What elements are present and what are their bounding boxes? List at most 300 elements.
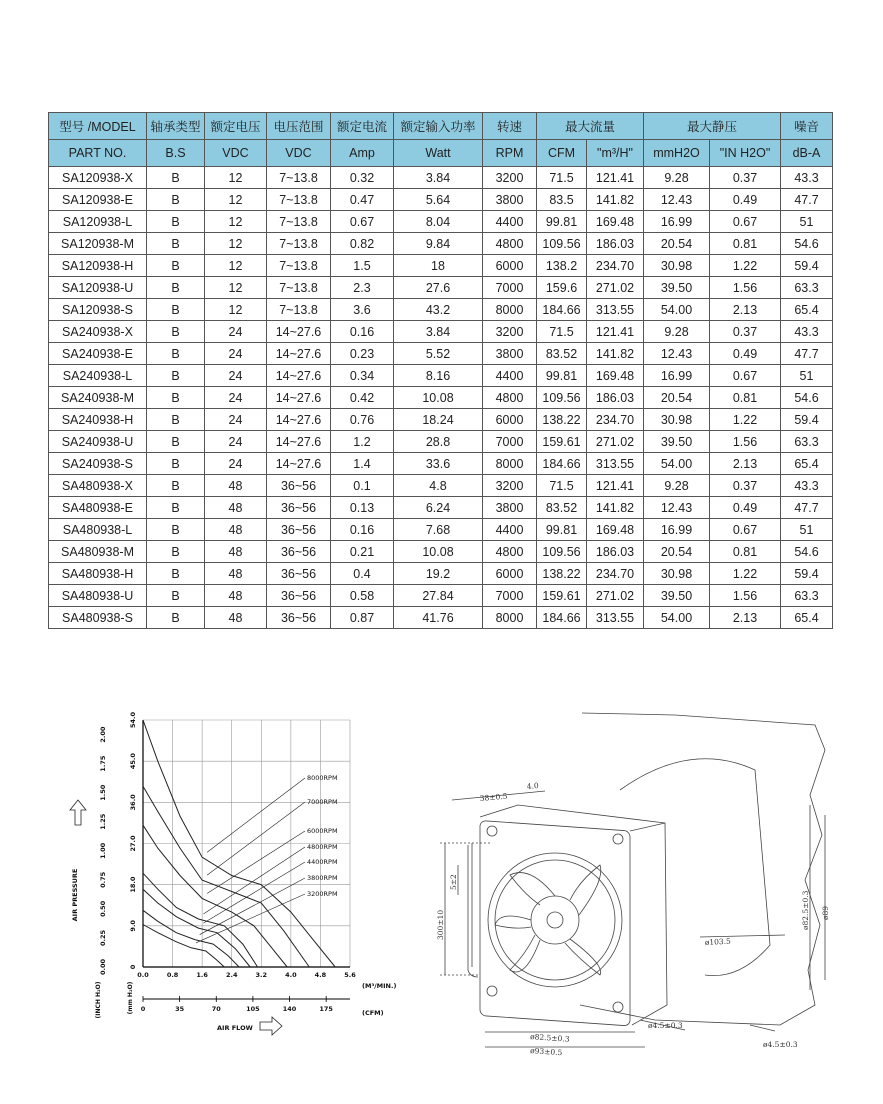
cell-pressure-inh2o: 1.22 [710, 255, 781, 277]
cell-part-no: SA120938-X [49, 167, 147, 189]
cell-part-no: SA240938-M [49, 387, 147, 409]
curve-3800rpm [143, 910, 239, 967]
cell-noise: 51 [781, 519, 833, 541]
col-rated-voltage: 额定电压 [205, 113, 267, 140]
cell-airflow-m3h: 313.55 [587, 299, 644, 321]
cell-pressure-mmh2o: 54.00 [644, 607, 710, 629]
right-arrow-icon [260, 1017, 282, 1035]
cell-pressure-mmh2o: 54.00 [644, 299, 710, 321]
table-row [49, 321, 833, 343]
up-arrow-icon [70, 800, 86, 825]
cell-rated-voltage: 48 [205, 475, 267, 497]
cell-bearing: B [147, 321, 205, 343]
col-max-airflow: 最大流量 [537, 113, 644, 140]
y-unit-inch: (INCH H₂O) [95, 981, 102, 1019]
cell-voltage-range: 7~13.8 [267, 255, 331, 277]
cell-pressure-inh2o: 1.56 [710, 431, 781, 453]
table-row [49, 387, 833, 409]
cell-voltage-range: 14~27.6 [267, 321, 331, 343]
cell-input-power: 18 [394, 255, 483, 277]
cell-voltage-range: 36~56 [267, 585, 331, 607]
cell-pressure-inh2o: 2.13 [710, 453, 781, 475]
cell-airflow-cfm: 159.61 [537, 585, 587, 607]
table-row [49, 299, 833, 321]
cell-part-no: SA480938-H [49, 563, 147, 585]
cell-part-no: SA480938-X [49, 475, 147, 497]
cell-airflow-m3h: 186.03 [587, 233, 644, 255]
curve-label: 7000RPM [307, 798, 338, 806]
cell-input-power: 28.8 [394, 431, 483, 453]
col-input-power: 额定输入功率 [394, 113, 483, 140]
performance-chart [60, 700, 420, 1050]
cell-part-no: SA120938-S [49, 299, 147, 321]
cell-airflow-cfm: 99.81 [537, 211, 587, 233]
x-tick-m3: 2.4 [225, 971, 238, 979]
fan-top-edge [480, 805, 665, 823]
cell-voltage-range: 7~13.8 [267, 233, 331, 255]
cell-input-power: 19.2 [394, 563, 483, 585]
y-tick-mm: 9.0 [129, 920, 137, 932]
dim-hole-2: ø4.5±0.3 [763, 1040, 798, 1049]
cell-pressure-inh2o: 0.81 [710, 387, 781, 409]
x-unit-m3: (M³/MIN.) [362, 982, 397, 990]
curve-label: 8000RPM [307, 774, 338, 782]
cell-airflow-cfm: 71.5 [537, 321, 587, 343]
cell-pressure-mmh2o: 20.54 [644, 233, 710, 255]
cell-input-power: 27.84 [394, 585, 483, 607]
cell-noise: 47.7 [781, 497, 833, 519]
cell-pressure-inh2o: 0.49 [710, 343, 781, 365]
cell-pressure-mmh2o: 9.28 [644, 321, 710, 343]
cell-noise: 43.3 [781, 475, 833, 497]
x-tick-cfm: 175 [319, 1005, 333, 1013]
col-model: 型号 /MODEL [49, 113, 147, 140]
cell-bearing: B [147, 365, 205, 387]
mount-hole-tl [487, 826, 497, 836]
fan-blade-5 [495, 916, 531, 928]
curve-label: 3200RPM [307, 890, 338, 898]
cell-airflow-cfm: 71.5 [537, 167, 587, 189]
cell-airflow-m3h: 313.55 [587, 453, 644, 475]
table-row [49, 409, 833, 431]
chart-labels [70, 712, 356, 1035]
cell-part-no: SA240938-E [49, 343, 147, 365]
cell-noise: 54.6 [781, 233, 833, 255]
table-row [49, 343, 833, 365]
col-speed: 转速 [483, 113, 537, 140]
curve-label: 6000RPM [307, 827, 338, 835]
cell-bearing: B [147, 585, 205, 607]
cell-speed: 6000 [483, 409, 537, 431]
cell-rated-voltage: 24 [205, 365, 267, 387]
cell-voltage-range: 7~13.8 [267, 277, 331, 299]
cell-voltage-range: 14~27.6 [267, 365, 331, 387]
cell-voltage-range: 14~27.6 [267, 431, 331, 453]
x-tick-m3: 4.0 [285, 971, 297, 979]
cell-airflow-m3h: 234.70 [587, 255, 644, 277]
cell-pressure-mmh2o: 9.28 [644, 475, 710, 497]
dim-103: ø103.5 [704, 936, 732, 947]
cell-bearing: B [147, 607, 205, 629]
table-row [49, 453, 833, 475]
cell-bearing: B [147, 519, 205, 541]
cell-rated-current: 0.42 [331, 387, 394, 409]
cell-input-power: 5.52 [394, 343, 483, 365]
leader-line [207, 802, 305, 875]
cell-speed: 7000 [483, 585, 537, 607]
cell-rated-current: 0.16 [331, 321, 394, 343]
fan-side-frame [630, 823, 667, 1025]
table-row [49, 255, 833, 277]
header-row-units [49, 140, 833, 167]
cell-noise: 65.4 [781, 453, 833, 475]
cell-input-power: 7.68 [394, 519, 483, 541]
cell-input-power: 18.24 [394, 409, 483, 431]
unit-dba: dB-A [781, 140, 833, 167]
cell-noise: 65.4 [781, 607, 833, 629]
cell-rated-voltage: 12 [205, 211, 267, 233]
leader-line [207, 831, 305, 893]
cell-speed: 6000 [483, 563, 537, 585]
col-rated-current: 额定电流 [331, 113, 394, 140]
cell-rated-voltage: 12 [205, 233, 267, 255]
mount-hole-br [613, 1002, 623, 1012]
cell-airflow-m3h: 271.02 [587, 585, 644, 607]
curve-4400rpm [143, 889, 250, 967]
cell-part-no: SA480938-S [49, 607, 147, 629]
cell-airflow-m3h: 313.55 [587, 607, 644, 629]
cell-rated-current: 1.2 [331, 431, 394, 453]
table-row [49, 189, 833, 211]
cell-part-no: SA120938-M [49, 233, 147, 255]
cell-rated-current: 0.87 [331, 607, 394, 629]
cell-noise: 65.4 [781, 299, 833, 321]
cell-speed: 4400 [483, 365, 537, 387]
cell-noise: 43.3 [781, 167, 833, 189]
panel-outline [580, 713, 825, 1025]
leader-line [207, 778, 305, 852]
y-tick-inch: 0.50 [99, 900, 107, 917]
cell-airflow-m3h: 186.03 [587, 541, 644, 563]
cell-airflow-m3h: 121.41 [587, 475, 644, 497]
y-tick-mm: 45.0 [129, 753, 137, 770]
curve-3200rpm [143, 925, 224, 968]
cell-airflow-cfm: 138.22 [537, 409, 587, 431]
x-tick-m3: 0.0 [137, 971, 149, 979]
cell-airflow-cfm: 159.61 [537, 431, 587, 453]
cell-pressure-mmh2o: 9.28 [644, 167, 710, 189]
cell-pressure-inh2o: 0.81 [710, 233, 781, 255]
table-row [49, 519, 833, 541]
cell-pressure-inh2o: 1.22 [710, 563, 781, 585]
cell-bearing: B [147, 475, 205, 497]
cell-voltage-range: 36~56 [267, 563, 331, 585]
cell-rated-voltage: 48 [205, 519, 267, 541]
header-row-cn [49, 113, 833, 140]
cell-voltage-range: 14~27.6 [267, 387, 331, 409]
cell-voltage-range: 36~56 [267, 519, 331, 541]
cell-voltage-range: 14~27.6 [267, 343, 331, 365]
cell-airflow-cfm: 71.5 [537, 475, 587, 497]
cell-airflow-cfm: 159.6 [537, 277, 587, 299]
cell-noise: 47.7 [781, 189, 833, 211]
table-row [49, 475, 833, 497]
dim-93: ø93±0.5 [529, 1046, 563, 1058]
y-tick-mm: 18.0 [129, 876, 137, 893]
cell-speed: 3800 [483, 497, 537, 519]
cell-pressure-inh2o: 0.37 [710, 167, 781, 189]
x-tick-cfm: 140 [282, 1005, 297, 1013]
cell-input-power: 6.24 [394, 497, 483, 519]
table-row [49, 431, 833, 453]
cell-speed: 4400 [483, 519, 537, 541]
cell-part-no: SA240938-H [49, 409, 147, 431]
cell-noise: 51 [781, 211, 833, 233]
cell-speed: 8000 [483, 299, 537, 321]
cell-airflow-m3h: 169.48 [587, 211, 644, 233]
cell-bearing: B [147, 387, 205, 409]
cell-rated-current: 0.34 [331, 365, 394, 387]
cell-pressure-inh2o: 2.13 [710, 299, 781, 321]
y-axis-label: AIR PRESSURE [71, 868, 79, 922]
fan-blade-4 [510, 935, 540, 972]
cell-airflow-cfm: 83.52 [537, 497, 587, 519]
cell-pressure-mmh2o: 16.99 [644, 211, 710, 233]
cell-speed: 7000 [483, 277, 537, 299]
cell-part-no: SA240938-U [49, 431, 147, 453]
dim-300: 300±10 [436, 909, 445, 940]
unit-vdc-range: VDC [267, 140, 331, 167]
cell-speed: 8000 [483, 607, 537, 629]
cell-pressure-mmh2o: 20.54 [644, 541, 710, 563]
y-tick-inch: 0.00 [99, 958, 107, 976]
cell-input-power: 43.2 [394, 299, 483, 321]
dim-4: 4.0 [526, 780, 540, 791]
cell-rated-voltage: 24 [205, 387, 267, 409]
cell-airflow-cfm: 184.66 [537, 453, 587, 475]
cell-input-power: 10.08 [394, 541, 483, 563]
cell-bearing: B [147, 343, 205, 365]
cell-noise: 63.3 [781, 431, 833, 453]
table-row [49, 167, 833, 189]
cell-bearing: B [147, 563, 205, 585]
unit-vdc: VDC [205, 140, 267, 167]
cell-pressure-inh2o: 0.37 [710, 475, 781, 497]
curve-4800rpm [143, 873, 258, 967]
cell-rated-current: 0.47 [331, 189, 394, 211]
cell-part-no: SA120938-U [49, 277, 147, 299]
spec-table-body [49, 167, 833, 629]
cell-rated-current: 0.1 [331, 475, 394, 497]
cell-airflow-m3h: 121.41 [587, 167, 644, 189]
cell-part-no: SA480938-L [49, 519, 147, 541]
cell-part-no: SA240938-S [49, 453, 147, 475]
table-row [49, 211, 833, 233]
cell-speed: 4800 [483, 387, 537, 409]
cell-noise: 59.4 [781, 255, 833, 277]
cell-bearing: B [147, 299, 205, 321]
mount-hole-bl [487, 986, 497, 996]
cell-speed: 6000 [483, 255, 537, 277]
fan-hub-center [547, 912, 563, 928]
cell-pressure-mmh2o: 20.54 [644, 387, 710, 409]
cell-pressure-mmh2o: 12.43 [644, 497, 710, 519]
cell-speed: 7000 [483, 431, 537, 453]
y-tick-inch: 2.00 [99, 726, 107, 743]
cell-bearing: B [147, 189, 205, 211]
cell-noise: 54.6 [781, 541, 833, 563]
cell-rated-voltage: 12 [205, 255, 267, 277]
cell-part-no: SA480938-U [49, 585, 147, 607]
cell-voltage-range: 7~13.8 [267, 167, 331, 189]
cell-rated-current: 0.23 [331, 343, 394, 365]
fan-blade-2 [570, 865, 601, 915]
table-row [49, 233, 833, 255]
cell-pressure-mmh2o: 12.43 [644, 189, 710, 211]
y-tick-inch: 1.25 [99, 813, 107, 830]
leader-line [203, 862, 305, 923]
cell-rated-current: 1.4 [331, 453, 394, 475]
cell-pressure-mmh2o: 39.50 [644, 585, 710, 607]
cell-input-power: 41.76 [394, 607, 483, 629]
cell-airflow-cfm: 109.56 [537, 541, 587, 563]
y-tick-mm: 54.0 [129, 711, 137, 729]
cell-rated-current: 0.67 [331, 211, 394, 233]
cell-noise: 63.3 [781, 277, 833, 299]
unit-part-no: PART NO. [49, 140, 147, 167]
x-tick-m3: 4.8 [314, 971, 327, 979]
table-row [49, 585, 833, 607]
cell-pressure-inh2o: 0.81 [710, 541, 781, 563]
cell-voltage-range: 14~27.6 [267, 409, 331, 431]
x-axis-label: AIR FLOW [217, 1024, 253, 1032]
cell-airflow-m3h: 141.82 [587, 189, 644, 211]
cell-voltage-range: 7~13.8 [267, 211, 331, 233]
cell-airflow-m3h: 234.70 [587, 563, 644, 585]
cell-input-power: 3.84 [394, 167, 483, 189]
cell-voltage-range: 36~56 [267, 541, 331, 563]
cell-bearing: B [147, 211, 205, 233]
cell-airflow-cfm: 138.2 [537, 255, 587, 277]
cell-airflow-cfm: 109.56 [537, 233, 587, 255]
unit-inh2o: "IN H2O" [710, 140, 781, 167]
cell-pressure-mmh2o: 12.43 [644, 343, 710, 365]
cell-airflow-m3h: 271.02 [587, 277, 644, 299]
cell-input-power: 8.04 [394, 211, 483, 233]
col-voltage-range: 电压范围 [267, 113, 331, 140]
cell-noise: 59.4 [781, 563, 833, 585]
table-row [49, 497, 833, 519]
curve-label: 3800RPM [307, 874, 338, 882]
cell-voltage-range: 36~56 [267, 607, 331, 629]
mount-hole-tr [613, 834, 623, 844]
leader-line [196, 894, 305, 943]
y-tick-inch: 0.25 [99, 929, 107, 946]
table-row [49, 365, 833, 387]
cell-airflow-cfm: 109.56 [537, 387, 587, 409]
cell-rated-voltage: 12 [205, 167, 267, 189]
fan-inner-ring [495, 860, 615, 980]
x-tick-cfm: 0 [140, 1005, 146, 1013]
unit-amp: Amp [331, 140, 394, 167]
cell-input-power: 3.84 [394, 321, 483, 343]
cell-noise: 59.4 [781, 409, 833, 431]
cell-airflow-m3h: 169.48 [587, 365, 644, 387]
col-bearing: 轴承类型 [147, 113, 205, 140]
cell-rated-voltage: 48 [205, 563, 267, 585]
table-row [49, 563, 833, 585]
y-unit-mm: (mm H₂O) [127, 981, 134, 1015]
cell-pressure-mmh2o: 16.99 [644, 519, 710, 541]
cell-rated-current: 0.16 [331, 519, 394, 541]
cell-rated-current: 1.5 [331, 255, 394, 277]
cell-rated-current: 0.32 [331, 167, 394, 189]
x-tick-m3: 5.6 [344, 971, 356, 979]
cell-voltage-range: 14~27.6 [267, 453, 331, 475]
cell-pressure-inh2o: 2.13 [710, 607, 781, 629]
cell-bearing: B [147, 233, 205, 255]
cell-pressure-inh2o: 0.67 [710, 519, 781, 541]
cell-rated-voltage: 24 [205, 409, 267, 431]
cell-airflow-cfm: 184.66 [537, 299, 587, 321]
cell-pressure-mmh2o: 16.99 [644, 365, 710, 387]
dim-5: 5±2 [449, 874, 458, 890]
cell-speed: 3200 [483, 321, 537, 343]
cell-speed: 3200 [483, 167, 537, 189]
cell-noise: 51 [781, 365, 833, 387]
cell-pressure-inh2o: 0.67 [710, 211, 781, 233]
fan-blade-1 [510, 873, 555, 905]
cell-airflow-cfm: 138.22 [537, 563, 587, 585]
table-row [49, 277, 833, 299]
cell-airflow-m3h: 141.82 [587, 343, 644, 365]
unit-bs: B.S [147, 140, 205, 167]
unit-cfm: CFM [537, 140, 587, 167]
x-tick-m3: 3.2 [255, 971, 268, 979]
cell-rated-current: 0.21 [331, 541, 394, 563]
y-tick-mm: 36.0 [129, 794, 137, 811]
cell-input-power: 4.8 [394, 475, 483, 497]
dim-hole-1: ø4.5±0.3 [648, 1021, 683, 1030]
cell-airflow-cfm: 83.5 [537, 189, 587, 211]
cell-bearing: B [147, 409, 205, 431]
cell-part-no: SA240938-L [49, 365, 147, 387]
cell-airflow-m3h: 271.02 [587, 431, 644, 453]
cell-airflow-cfm: 83.52 [537, 343, 587, 365]
cell-airflow-m3h: 121.41 [587, 321, 644, 343]
cell-airflow-cfm: 99.81 [537, 365, 587, 387]
cell-noise: 63.3 [781, 585, 833, 607]
cell-part-no: SA480938-M [49, 541, 147, 563]
unit-mmh2o: mmH2O [644, 140, 710, 167]
cell-pressure-mmh2o: 39.50 [644, 277, 710, 299]
y-tick-mm: 27.0 [129, 835, 137, 852]
col-max-pressure: 最大静压 [644, 113, 781, 140]
panel-cutout [620, 759, 770, 976]
cell-noise: 47.7 [781, 343, 833, 365]
cell-voltage-range: 7~13.8 [267, 189, 331, 211]
cell-bearing: B [147, 277, 205, 299]
cell-rated-voltage: 24 [205, 321, 267, 343]
cell-speed: 4800 [483, 233, 537, 255]
cell-rated-voltage: 12 [205, 189, 267, 211]
curve-label: 4800RPM [307, 843, 338, 851]
cell-rated-voltage: 48 [205, 497, 267, 519]
cell-part-no: SA480938-E [49, 497, 147, 519]
cell-rated-current: 0.82 [331, 233, 394, 255]
cell-pressure-inh2o: 1.22 [710, 409, 781, 431]
cell-pressure-inh2o: 0.49 [710, 189, 781, 211]
